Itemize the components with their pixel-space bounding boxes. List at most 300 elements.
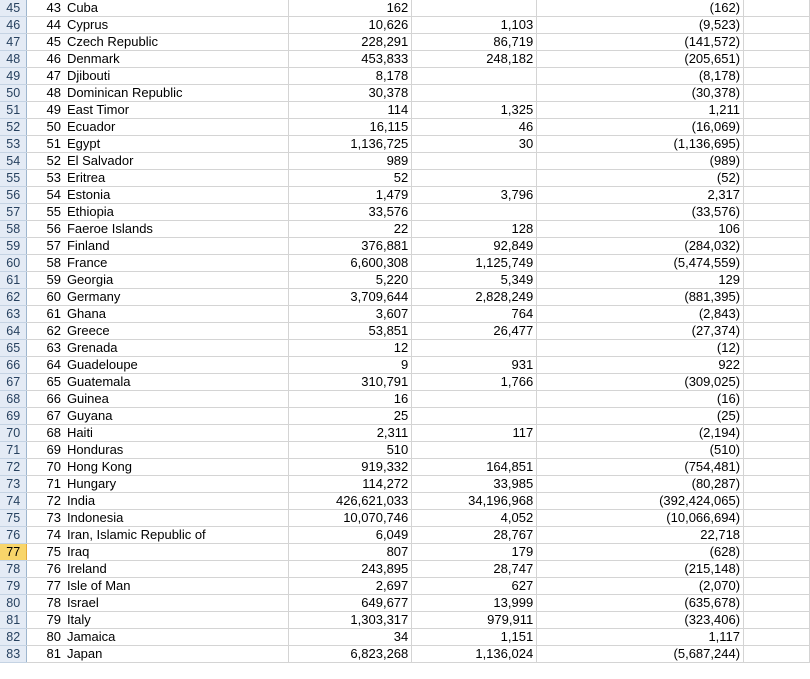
- sheet-row: [0, 204, 810, 221]
- cell-value-e[interactable]: (392,424,065): [537, 493, 744, 510]
- row-header[interactable]: 77: [0, 544, 27, 561]
- cell-value-c[interactable]: 10,626: [289, 17, 412, 34]
- cell-value-c[interactable]: 16,115: [289, 119, 412, 136]
- cell-value-c[interactable]: 3,607: [289, 306, 412, 323]
- sheet-row: [0, 17, 810, 34]
- row-header[interactable]: 62: [0, 289, 27, 306]
- cell-value-e[interactable]: (25): [537, 408, 744, 425]
- row-header[interactable]: 70: [0, 425, 27, 442]
- cell-country[interactable]: Egypt: [65, 136, 289, 153]
- row-header[interactable]: 73: [0, 476, 27, 493]
- row-header[interactable]: 59: [0, 238, 27, 255]
- row-header[interactable]: 75: [0, 510, 27, 527]
- cell-value-c[interactable]: 807: [289, 544, 412, 561]
- row-header[interactable]: 69: [0, 408, 27, 425]
- cell-value-e[interactable]: 1,117: [537, 629, 744, 646]
- row-header[interactable]: 56: [0, 187, 27, 204]
- cell-value-c[interactable]: 30,378: [289, 85, 412, 102]
- cell-value-c[interactable]: 114: [289, 102, 412, 119]
- cell-value-e[interactable]: (754,481): [537, 459, 744, 476]
- cell-country[interactable]: Hungary: [65, 476, 289, 493]
- cell-index[interactable]: 50: [27, 119, 65, 136]
- cell-index[interactable]: 67: [27, 408, 65, 425]
- cell-value-c[interactable]: 2,697: [289, 578, 412, 595]
- cell-value-e[interactable]: (323,406): [537, 612, 744, 629]
- cell-country[interactable]: Guatemala: [65, 374, 289, 391]
- cell-country[interactable]: Isle of Man: [65, 578, 289, 595]
- cell-empty[interactable]: [744, 85, 810, 102]
- cell-value-c[interactable]: 22: [289, 221, 412, 238]
- cell-index[interactable]: 70: [27, 459, 65, 476]
- cell-value-c[interactable]: 53,851: [289, 323, 412, 340]
- cell-empty[interactable]: [744, 119, 810, 136]
- cell-country[interactable]: Ireland: [65, 561, 289, 578]
- sheet-row: [0, 68, 810, 85]
- row-header[interactable]: 72: [0, 459, 27, 476]
- cell-value-e[interactable]: (628): [537, 544, 744, 561]
- cell-value-c[interactable]: 510: [289, 442, 412, 459]
- cell-index[interactable]: 69: [27, 442, 65, 459]
- cell-value-e[interactable]: (510): [537, 442, 744, 459]
- sheet-row: [0, 629, 810, 646]
- row-header[interactable]: 61: [0, 272, 27, 289]
- cell-index[interactable]: 52: [27, 153, 65, 170]
- cell-index[interactable]: 48: [27, 85, 65, 102]
- cell-empty[interactable]: [744, 255, 810, 272]
- cell-index[interactable]: 53: [27, 170, 65, 187]
- cell-index[interactable]: 45: [27, 34, 65, 51]
- cell-empty[interactable]: [744, 476, 810, 493]
- sheet-row: [0, 306, 810, 323]
- cell-value-e[interactable]: 22,718: [537, 527, 744, 544]
- cell-value-d[interactable]: 1,125,749: [412, 255, 537, 272]
- cell-empty[interactable]: [744, 391, 810, 408]
- cell-empty[interactable]: [744, 306, 810, 323]
- row-header[interactable]: 46: [0, 17, 27, 34]
- row-header[interactable]: 64: [0, 323, 27, 340]
- sheet-row: [0, 408, 810, 425]
- cell-index[interactable]: 59: [27, 272, 65, 289]
- cell-value-d[interactable]: [412, 408, 537, 425]
- row-header[interactable]: 78: [0, 561, 27, 578]
- cell-country[interactable]: Djibouti: [65, 68, 289, 85]
- cell-value-c[interactable]: 6,049: [289, 527, 412, 544]
- cell-index[interactable]: 66: [27, 391, 65, 408]
- sheet-row: [0, 153, 810, 170]
- cell-value-d[interactable]: 86,719: [412, 34, 537, 51]
- cell-value-c[interactable]: 453,833: [289, 51, 412, 68]
- cell-value-d[interactable]: 1,766: [412, 374, 537, 391]
- cell-country[interactable]: Faeroe Islands: [65, 221, 289, 238]
- cell-empty[interactable]: [744, 153, 810, 170]
- row-header[interactable]: 81: [0, 612, 27, 629]
- cell-index[interactable]: 55: [27, 204, 65, 221]
- cell-country[interactable]: Denmark: [65, 51, 289, 68]
- cell-value-c[interactable]: 1,479: [289, 187, 412, 204]
- cell-country[interactable]: Ecuador: [65, 119, 289, 136]
- row-header[interactable]: 49: [0, 68, 27, 85]
- cell-country[interactable]: Czech Republic: [65, 34, 289, 51]
- sheet-row: [0, 459, 810, 476]
- cell-index[interactable]: 47: [27, 68, 65, 85]
- row-header[interactable]: 54: [0, 153, 27, 170]
- cell-empty[interactable]: [744, 442, 810, 459]
- cell-value-c[interactable]: 5,220: [289, 272, 412, 289]
- cell-value-d[interactable]: 931: [412, 357, 537, 374]
- cell-country[interactable]: Japan: [65, 646, 289, 663]
- row-header[interactable]: 65: [0, 340, 27, 357]
- cell-value-c[interactable]: 162: [289, 0, 412, 17]
- cell-value-c[interactable]: 989: [289, 153, 412, 170]
- cell-value-d[interactable]: [412, 153, 537, 170]
- cell-country[interactable]: Guinea: [65, 391, 289, 408]
- cell-index[interactable]: 81: [27, 646, 65, 663]
- row-header[interactable]: 57: [0, 204, 27, 221]
- row-header[interactable]: 82: [0, 629, 27, 646]
- cell-value-e[interactable]: (10,066,694): [537, 510, 744, 527]
- cell-value-d[interactable]: 128: [412, 221, 537, 238]
- cell-value-c[interactable]: 1,303,317: [289, 612, 412, 629]
- cell-index[interactable]: 72: [27, 493, 65, 510]
- cell-value-e[interactable]: (33,576): [537, 204, 744, 221]
- cell-value-c[interactable]: 243,895: [289, 561, 412, 578]
- cell-index[interactable]: 51: [27, 136, 65, 153]
- cell-index[interactable]: 44: [27, 17, 65, 34]
- sheet-row: [0, 425, 810, 442]
- cell-country[interactable]: Hong Kong: [65, 459, 289, 476]
- sheet-row: [0, 544, 810, 561]
- cell-empty[interactable]: [744, 493, 810, 510]
- sheet-row: [0, 272, 810, 289]
- cell-country[interactable]: Haiti: [65, 425, 289, 442]
- cell-empty[interactable]: [744, 136, 810, 153]
- cell-index[interactable]: 80: [27, 629, 65, 646]
- cell-country[interactable]: Guadeloupe: [65, 357, 289, 374]
- cell-value-d[interactable]: 5,349: [412, 272, 537, 289]
- cell-value-c[interactable]: 114,272: [289, 476, 412, 493]
- cell-value-d[interactable]: 28,767: [412, 527, 537, 544]
- row-header[interactable]: 51: [0, 102, 27, 119]
- cell-country[interactable]: Jamaica: [65, 629, 289, 646]
- cell-empty[interactable]: [744, 221, 810, 238]
- cell-index[interactable]: 43: [27, 0, 65, 17]
- cell-empty[interactable]: [744, 102, 810, 119]
- cell-country[interactable]: Israel: [65, 595, 289, 612]
- row-header[interactable]: 55: [0, 170, 27, 187]
- cell-value-d[interactable]: 28,747: [412, 561, 537, 578]
- cell-empty[interactable]: [744, 612, 810, 629]
- cell-country[interactable]: Grenada: [65, 340, 289, 357]
- cell-value-e[interactable]: (27,374): [537, 323, 744, 340]
- cell-value-e[interactable]: (162): [537, 0, 744, 17]
- cell-value-d[interactable]: 3,796: [412, 187, 537, 204]
- cell-index[interactable]: 71: [27, 476, 65, 493]
- row-header[interactable]: 83: [0, 646, 27, 663]
- cell-value-d[interactable]: [412, 68, 537, 85]
- cell-country[interactable]: Iran, Islamic Republic of: [65, 527, 289, 544]
- cell-empty[interactable]: [744, 0, 810, 17]
- cell-index[interactable]: 62: [27, 323, 65, 340]
- cell-country[interactable]: Honduras: [65, 442, 289, 459]
- cell-index[interactable]: 49: [27, 102, 65, 119]
- cell-country[interactable]: Eritrea: [65, 170, 289, 187]
- cell-value-e[interactable]: (2,843): [537, 306, 744, 323]
- cell-value-d[interactable]: 1,151: [412, 629, 537, 646]
- cell-index[interactable]: 77: [27, 578, 65, 595]
- cell-empty[interactable]: [744, 629, 810, 646]
- cell-value-c[interactable]: 16: [289, 391, 412, 408]
- sheet-row: [0, 612, 810, 629]
- cell-value-e[interactable]: (5,687,244): [537, 646, 744, 663]
- cell-value-d[interactable]: 164,851: [412, 459, 537, 476]
- cell-value-d[interactable]: 1,325: [412, 102, 537, 119]
- cell-value-e[interactable]: (635,678): [537, 595, 744, 612]
- cell-value-e[interactable]: (2,194): [537, 425, 744, 442]
- sheet-row: [0, 238, 810, 255]
- cell-value-d[interactable]: 979,911: [412, 612, 537, 629]
- cell-empty[interactable]: [744, 646, 810, 663]
- cell-value-d[interactable]: 1,103: [412, 17, 537, 34]
- cell-index[interactable]: 75: [27, 544, 65, 561]
- cell-value-c[interactable]: 919,332: [289, 459, 412, 476]
- cell-country[interactable]: Germany: [65, 289, 289, 306]
- cell-value-d[interactable]: 764: [412, 306, 537, 323]
- row-header[interactable]: 45: [0, 0, 27, 17]
- cell-value-c[interactable]: 34: [289, 629, 412, 646]
- cell-country[interactable]: Estonia: [65, 187, 289, 204]
- cell-value-c[interactable]: 1,136,725: [289, 136, 412, 153]
- row-header[interactable]: 63: [0, 306, 27, 323]
- cell-value-d[interactable]: 117: [412, 425, 537, 442]
- cell-index[interactable]: 57: [27, 238, 65, 255]
- cell-value-e[interactable]: (12): [537, 340, 744, 357]
- cell-value-e[interactable]: (80,287): [537, 476, 744, 493]
- cell-value-c[interactable]: 10,070,746: [289, 510, 412, 527]
- cell-value-d[interactable]: 13,999: [412, 595, 537, 612]
- cell-country[interactable]: Dominican Republic: [65, 85, 289, 102]
- sheet-row: [0, 221, 810, 238]
- row-header[interactable]: 52: [0, 119, 27, 136]
- cell-index[interactable]: 61: [27, 306, 65, 323]
- row-header[interactable]: 50: [0, 85, 27, 102]
- cell-country[interactable]: India: [65, 493, 289, 510]
- cell-empty[interactable]: [744, 272, 810, 289]
- row-header[interactable]: 58: [0, 221, 27, 238]
- cell-value-d[interactable]: 46: [412, 119, 537, 136]
- sheet-row: [0, 102, 810, 119]
- row-header[interactable]: 60: [0, 255, 27, 272]
- cell-index[interactable]: 60: [27, 289, 65, 306]
- cell-value-d[interactable]: 4,052: [412, 510, 537, 527]
- cell-empty[interactable]: [744, 68, 810, 85]
- cell-value-c[interactable]: 376,881: [289, 238, 412, 255]
- cell-value-e[interactable]: (284,032): [537, 238, 744, 255]
- cell-empty[interactable]: [744, 204, 810, 221]
- cell-value-c[interactable]: 228,291: [289, 34, 412, 51]
- cell-empty[interactable]: [744, 510, 810, 527]
- cell-value-e[interactable]: 129: [537, 272, 744, 289]
- sheet-row: [0, 34, 810, 51]
- cell-value-e[interactable]: (16): [537, 391, 744, 408]
- cell-index[interactable]: 74: [27, 527, 65, 544]
- cell-index[interactable]: 63: [27, 340, 65, 357]
- cell-value-e[interactable]: (215,148): [537, 561, 744, 578]
- cell-value-d[interactable]: 627: [412, 578, 537, 595]
- row-header[interactable]: 80: [0, 595, 27, 612]
- cell-value-e[interactable]: (1,136,695): [537, 136, 744, 153]
- row-header[interactable]: 76: [0, 527, 27, 544]
- cell-value-c[interactable]: 3,709,644: [289, 289, 412, 306]
- sheet-row: [0, 85, 810, 102]
- sheet-row: [0, 442, 810, 459]
- cell-value-c[interactable]: 426,621,033: [289, 493, 412, 510]
- sheet-row: [0, 391, 810, 408]
- cell-value-c[interactable]: 6,600,308: [289, 255, 412, 272]
- cell-value-e[interactable]: (30,378): [537, 85, 744, 102]
- sheet-row: [0, 170, 810, 187]
- cell-value-d[interactable]: [412, 0, 537, 17]
- cell-value-d[interactable]: 33,985: [412, 476, 537, 493]
- cell-value-d[interactable]: 34,196,968: [412, 493, 537, 510]
- sheet-row: [0, 357, 810, 374]
- row-header[interactable]: 53: [0, 136, 27, 153]
- cell-empty[interactable]: [744, 289, 810, 306]
- cell-value-c[interactable]: 52: [289, 170, 412, 187]
- cell-empty[interactable]: [744, 323, 810, 340]
- cell-empty[interactable]: [744, 340, 810, 357]
- cell-value-c[interactable]: 25: [289, 408, 412, 425]
- row-header[interactable]: 74: [0, 493, 27, 510]
- cell-empty[interactable]: [744, 374, 810, 391]
- cell-empty[interactable]: [744, 17, 810, 34]
- cell-value-e[interactable]: (881,395): [537, 289, 744, 306]
- sheet-row: [0, 340, 810, 357]
- cell-empty[interactable]: [744, 51, 810, 68]
- cell-value-d[interactable]: 26,477: [412, 323, 537, 340]
- row-header[interactable]: 67: [0, 374, 27, 391]
- cell-index[interactable]: 79: [27, 612, 65, 629]
- cell-index[interactable]: 78: [27, 595, 65, 612]
- cell-country[interactable]: Ghana: [65, 306, 289, 323]
- row-header[interactable]: 47: [0, 34, 27, 51]
- cell-empty[interactable]: [744, 578, 810, 595]
- sheet-row: [0, 476, 810, 493]
- cell-index[interactable]: 73: [27, 510, 65, 527]
- cell-empty[interactable]: [744, 595, 810, 612]
- cell-value-d[interactable]: 92,849: [412, 238, 537, 255]
- sheet-row: [0, 595, 810, 612]
- cell-value-c[interactable]: 2,311: [289, 425, 412, 442]
- cell-index[interactable]: 64: [27, 357, 65, 374]
- cell-country[interactable]: El Salvador: [65, 153, 289, 170]
- cell-index[interactable]: 46: [27, 51, 65, 68]
- cell-value-e[interactable]: 2,317: [537, 187, 744, 204]
- cell-value-e[interactable]: (205,651): [537, 51, 744, 68]
- row-header[interactable]: 71: [0, 442, 27, 459]
- cell-value-e[interactable]: (989): [537, 153, 744, 170]
- cell-country[interactable]: Georgia: [65, 272, 289, 289]
- cell-value-d[interactable]: 179: [412, 544, 537, 561]
- cell-value-d[interactable]: [412, 85, 537, 102]
- cell-value-e[interactable]: 106: [537, 221, 744, 238]
- cell-country[interactable]: Ethiopia: [65, 204, 289, 221]
- cell-value-e[interactable]: 1,211: [537, 102, 744, 119]
- cell-value-d[interactable]: [412, 442, 537, 459]
- cell-value-e[interactable]: (9,523): [537, 17, 744, 34]
- cell-value-c[interactable]: 649,677: [289, 595, 412, 612]
- cell-empty[interactable]: [744, 425, 810, 442]
- cell-value-d[interactable]: 2,828,249: [412, 289, 537, 306]
- cell-value-c[interactable]: 6,823,268: [289, 646, 412, 663]
- cell-index[interactable]: 58: [27, 255, 65, 272]
- sheet-row: [0, 561, 810, 578]
- cell-value-c[interactable]: 33,576: [289, 204, 412, 221]
- cell-empty[interactable]: [744, 170, 810, 187]
- cell-country[interactable]: Cyprus: [65, 17, 289, 34]
- row-header[interactable]: 66: [0, 357, 27, 374]
- cell-value-e[interactable]: (2,070): [537, 578, 744, 595]
- cell-empty[interactable]: [744, 34, 810, 51]
- cell-value-d[interactable]: [412, 204, 537, 221]
- cell-index[interactable]: 65: [27, 374, 65, 391]
- cell-value-e[interactable]: (309,025): [537, 374, 744, 391]
- cell-country[interactable]: France: [65, 255, 289, 272]
- cell-empty[interactable]: [744, 561, 810, 578]
- row-header[interactable]: 48: [0, 51, 27, 68]
- cell-empty[interactable]: [744, 408, 810, 425]
- cell-value-d[interactable]: [412, 340, 537, 357]
- cell-index[interactable]: 76: [27, 561, 65, 578]
- cell-value-d[interactable]: 30: [412, 136, 537, 153]
- cell-country[interactable]: Italy: [65, 612, 289, 629]
- row-header[interactable]: 68: [0, 391, 27, 408]
- cell-value-e[interactable]: 922: [537, 357, 744, 374]
- cell-value-d[interactable]: [412, 391, 537, 408]
- cell-country[interactable]: Greece: [65, 323, 289, 340]
- sheet-row: [0, 136, 810, 153]
- cell-value-d[interactable]: 1,136,024: [412, 646, 537, 663]
- cell-country[interactable]: East Timor: [65, 102, 289, 119]
- cell-value-e[interactable]: (141,572): [537, 34, 744, 51]
- cell-empty[interactable]: [744, 357, 810, 374]
- cell-value-e[interactable]: (16,069): [537, 119, 744, 136]
- cell-country[interactable]: Indonesia: [65, 510, 289, 527]
- cell-empty[interactable]: [744, 459, 810, 476]
- row-header[interactable]: 79: [0, 578, 27, 595]
- cell-value-c[interactable]: 8,178: [289, 68, 412, 85]
- cell-empty[interactable]: [744, 544, 810, 561]
- cell-empty[interactable]: [744, 527, 810, 544]
- cell-empty[interactable]: [744, 187, 810, 204]
- cell-index[interactable]: 68: [27, 425, 65, 442]
- cell-value-e[interactable]: (5,474,559): [537, 255, 744, 272]
- cell-value-c[interactable]: 9: [289, 357, 412, 374]
- cell-value-e[interactable]: (52): [537, 170, 744, 187]
- cell-value-e[interactable]: (8,178): [537, 68, 744, 85]
- sheet-row: [0, 493, 810, 510]
- cell-value-c[interactable]: 310,791: [289, 374, 412, 391]
- cell-index[interactable]: 54: [27, 187, 65, 204]
- cell-country[interactable]: Cuba: [65, 0, 289, 17]
- cell-value-c[interactable]: 12: [289, 340, 412, 357]
- cell-value-d[interactable]: 248,182: [412, 51, 537, 68]
- cell-country[interactable]: Guyana: [65, 408, 289, 425]
- cell-country[interactable]: Iraq: [65, 544, 289, 561]
- cell-empty[interactable]: [744, 238, 810, 255]
- cell-index[interactable]: 56: [27, 221, 65, 238]
- cell-value-d[interactable]: [412, 170, 537, 187]
- cell-country[interactable]: Finland: [65, 238, 289, 255]
